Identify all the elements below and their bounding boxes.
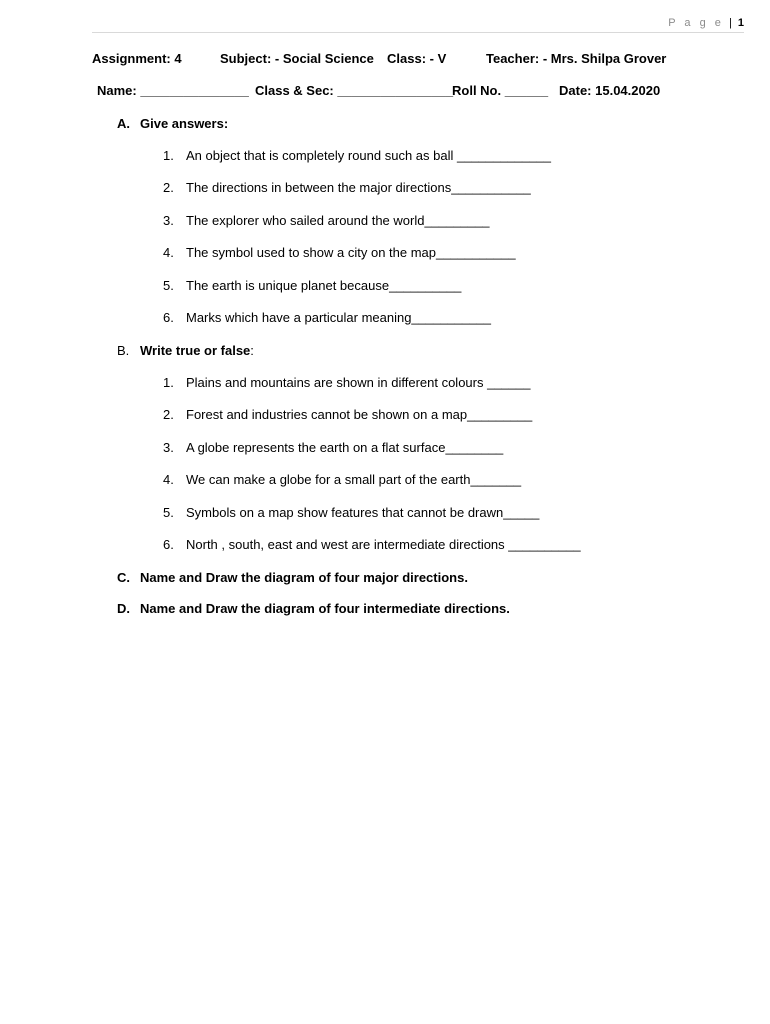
teacher-label: Teacher: - Mrs. Shilpa Grover <box>486 51 667 66</box>
section-letter: D. <box>117 601 130 616</box>
item-text: Marks which have a particular meaning___________ <box>186 310 491 325</box>
item-text: The earth is unique planet because__________ <box>186 278 462 293</box>
section-title: Give answers: <box>140 116 229 131</box>
list-item <box>163 244 516 262</box>
list-item <box>163 179 531 197</box>
page-separator: | <box>728 17 732 29</box>
page-header <box>92 14 744 33</box>
item-number: 3. <box>163 213 174 228</box>
item-number: 4. <box>163 245 174 260</box>
item-number: 2. <box>163 180 174 195</box>
list-item <box>163 212 490 230</box>
item-text: North , south, east and west are intermediate directions __________ <box>186 537 581 552</box>
class-sec-field: Class & Sec: ________________ <box>255 83 454 98</box>
item-number: 4. <box>163 472 174 487</box>
item-text: Plains and mountains are shown in different colours ______ <box>186 375 531 390</box>
list-item <box>163 147 551 165</box>
item-text: The symbol used to show a city on the map___________ <box>186 245 516 260</box>
assignment-number: Assignment: 4 <box>92 51 182 66</box>
subject-label: Subject: - Social Science <box>220 51 374 66</box>
date-label: Date: 15.04.2020 <box>559 83 661 98</box>
section-title-suffix: : <box>250 343 254 358</box>
item-text: We can make a globe for a small part of the earth_______ <box>186 472 522 487</box>
section-c-heading <box>117 569 468 587</box>
section-a-heading <box>117 115 228 133</box>
item-text: The directions in between the major directions___________ <box>186 180 531 195</box>
section-d-heading <box>117 600 510 618</box>
student-info-row <box>97 82 737 100</box>
section-title: Name and Draw the diagram of four major directions. <box>140 570 468 585</box>
item-number: 1. <box>163 375 174 390</box>
item-number: 3. <box>163 440 174 455</box>
list-item <box>163 504 539 522</box>
list-item <box>163 471 521 489</box>
item-number: 5. <box>163 505 174 520</box>
list-item <box>163 277 461 295</box>
list-item <box>163 439 503 457</box>
item-text: An object that is completely round such as ball _____________ <box>186 148 551 163</box>
item-number: 6. <box>163 537 174 552</box>
item-number: 1. <box>163 148 174 163</box>
section-letter: C. <box>117 570 130 585</box>
section-letter: A. <box>117 116 130 131</box>
assignment-info-row <box>92 50 752 68</box>
item-number: 6. <box>163 310 174 325</box>
name-field: Name: _______________ <box>97 83 249 98</box>
item-text: Symbols on a map show features that cannot be drawn_____ <box>186 505 540 520</box>
section-b-heading <box>117 342 254 360</box>
item-text: A globe represents the earth on a flat surface________ <box>186 440 504 455</box>
item-number: 5. <box>163 278 174 293</box>
section-title: Name and Draw the diagram of four intermediate directions. <box>140 601 510 616</box>
list-item <box>163 374 530 392</box>
list-item <box>163 536 581 554</box>
list-item <box>163 406 532 424</box>
section-letter: B. <box>117 343 130 358</box>
section-title: Write true or false <box>140 343 251 358</box>
item-text: The explorer who sailed around the world_________ <box>186 213 490 228</box>
class-label: Class: - V <box>387 51 447 66</box>
item-text: Forest and industries cannot be shown on a map_________ <box>186 407 533 422</box>
list-item <box>163 309 491 327</box>
page-number: 1 <box>737 17 744 29</box>
page-label: P a g e <box>668 17 724 29</box>
item-number: 2. <box>163 407 174 422</box>
roll-no-field: Roll No. ______ <box>452 83 549 98</box>
